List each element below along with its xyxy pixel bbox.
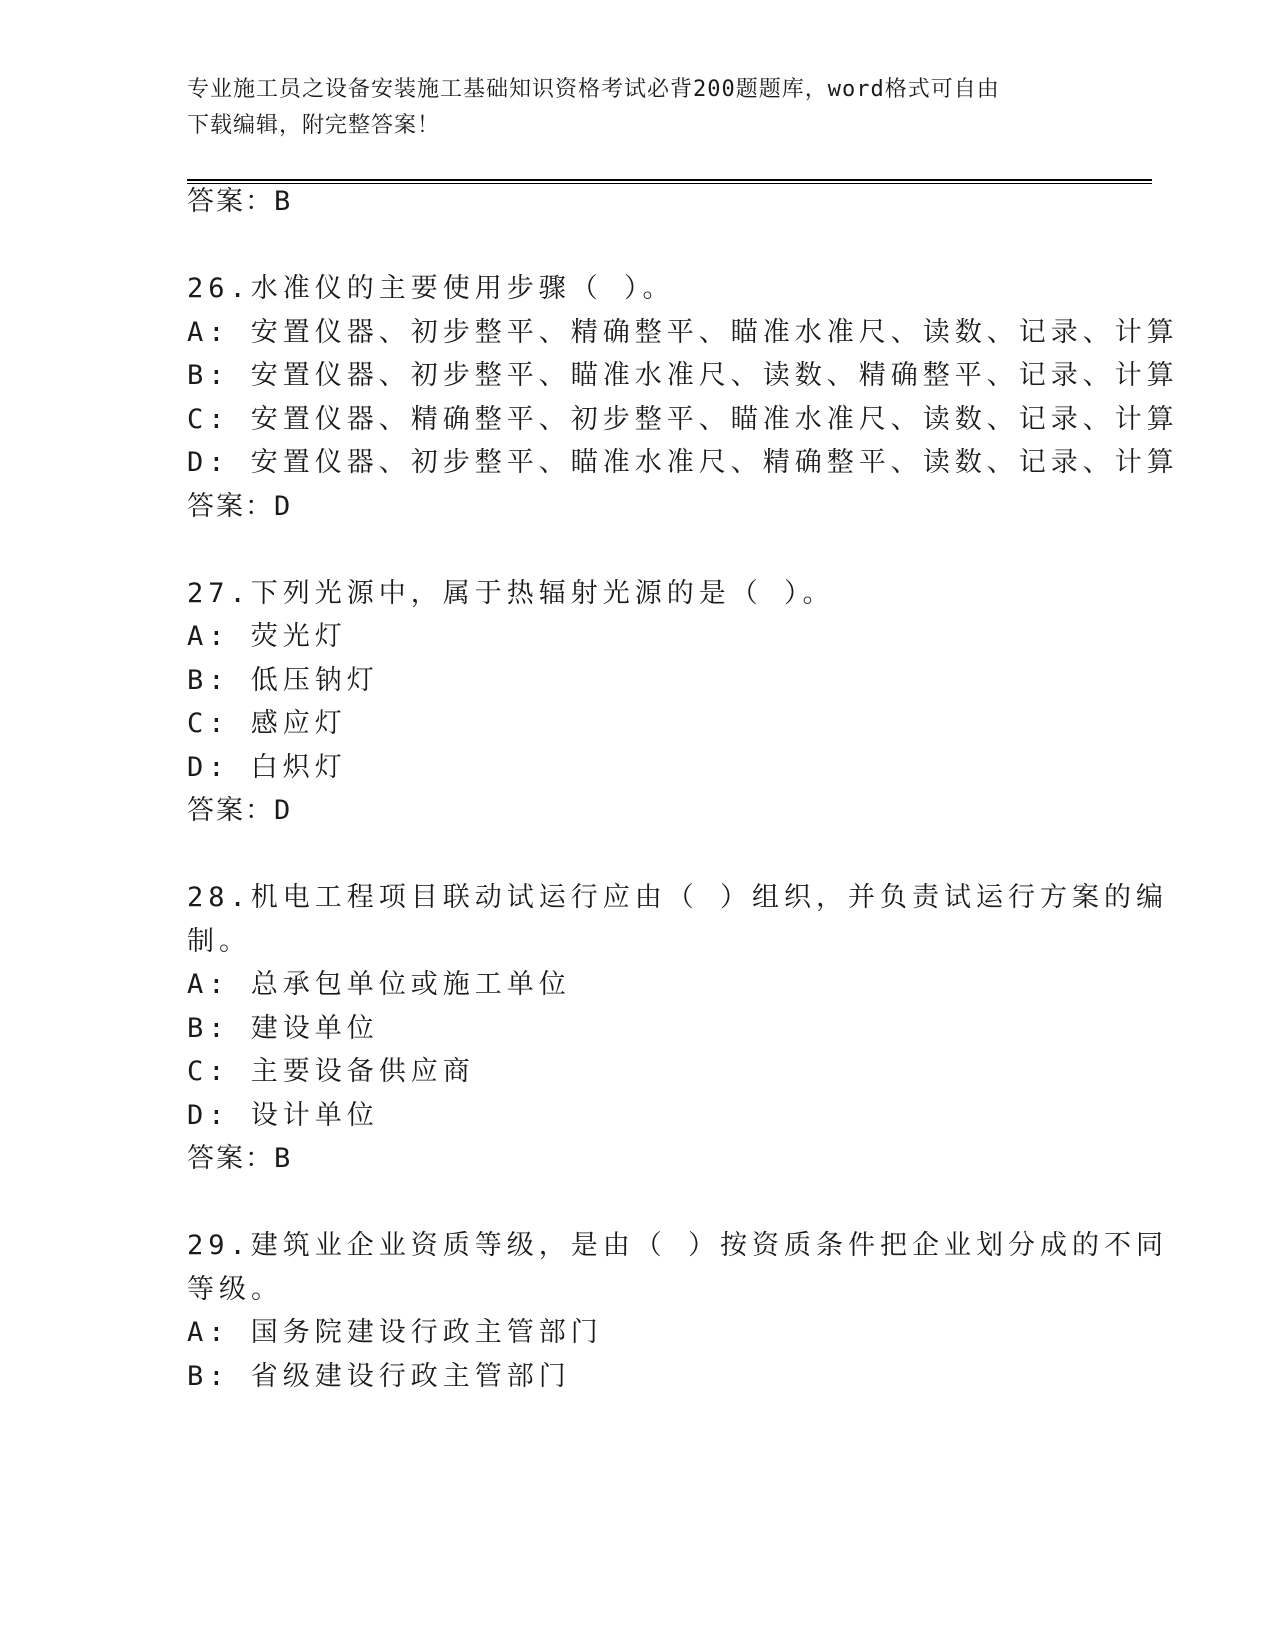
question-26-answer: 答案：D <box>187 491 293 522</box>
question-28-option-d: D: 设计单位 <box>187 1100 379 1131</box>
question-26-stem: 26.水准仪的主要使用步骤（ ）。 <box>187 273 675 304</box>
page-header <box>187 72 1067 144</box>
header-title-line-1: 专业施工员之设备安装施工基础知识资格考试必背200题题库，word格式可自由 <box>187 77 1000 102</box>
question-27-option-b: B: 低压钠灯 <box>187 665 379 696</box>
header-divider-thin <box>187 183 1152 184</box>
question-29-option-b: B: 省级建设行政主管部门 <box>187 1361 571 1392</box>
question-28-stem-line-1: 28.机电工程项目联动试运行应由（ ）组织，并负责试运行方案的编 <box>187 882 1169 913</box>
question-29-stem-line-1: 29.建筑业企业资质等级，是由（ ）按资质条件把企业划分成的不同 <box>187 1230 1169 1261</box>
question-28-option-a: A: 总承包单位或施工单位 <box>187 969 571 1000</box>
question-27-stem: 27.下列光源中，属于热辐射光源的是（ ）。 <box>187 578 835 609</box>
question-26-option-d: D: 安置仪器、初步整平、瞄准水准尺、精确整平、读数、记录、计算 <box>187 447 1179 478</box>
question-26-option-a: A: 安置仪器、初步整平、精确整平、瞄准水准尺、读数、记录、计算 <box>187 317 1179 348</box>
question-26-option-b: B: 安置仪器、初步整平、瞄准水准尺、读数、精确整平、记录、计算 <box>187 360 1179 391</box>
question-28-option-c: C: 主要设备供应商 <box>187 1056 475 1087</box>
question-29-option-a: A: 国务院建设行政主管部门 <box>187 1317 603 1348</box>
question-26-option-c: C: 安置仪器、精确整平、初步整平、瞄准水准尺、读数、记录、计算 <box>187 404 1179 435</box>
question-27-option-c: C: 感应灯 <box>187 708 347 739</box>
question-28-option-b: B: 建设单位 <box>187 1013 379 1044</box>
question-29-stem-line-2: 等级。 <box>187 1274 283 1305</box>
question-28-stem-line-2: 制。 <box>187 926 251 957</box>
question-27-option-a: A: 荧光灯 <box>187 621 347 652</box>
header-divider-thick <box>187 179 1152 181</box>
previous-answer: 答案：B <box>187 186 293 217</box>
question-27-answer: 答案：D <box>187 795 293 826</box>
question-27-option-d: D: 白炽灯 <box>187 752 347 783</box>
header-title-line-2: 下载编辑，附完整答案！ <box>187 113 441 138</box>
question-28-answer: 答案：B <box>187 1143 293 1174</box>
